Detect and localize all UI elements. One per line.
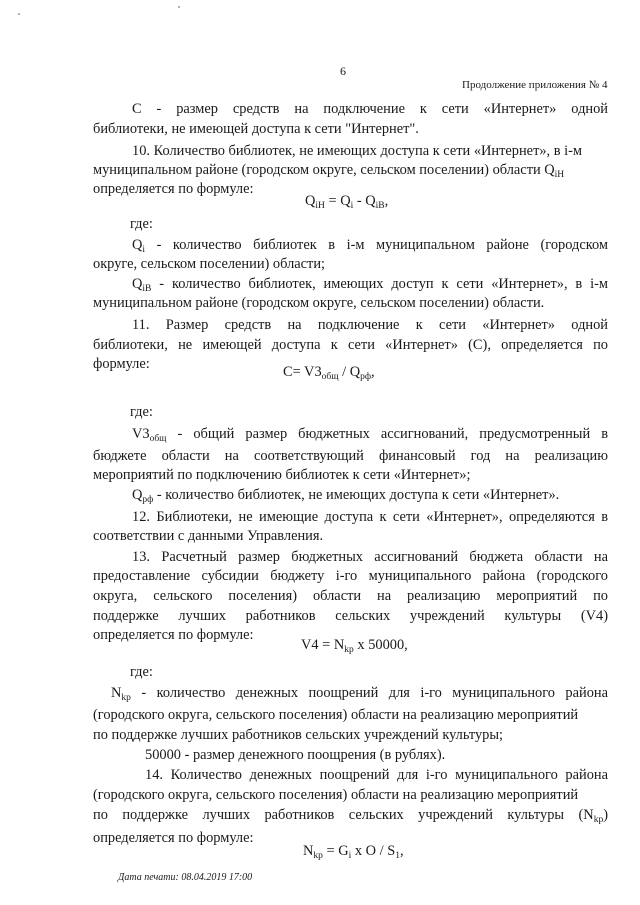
paragraph-line: $N_{kp}$ - количество денежных поощрений для i-го муниципального района bbox=[111, 685, 608, 703]
page-number: 6 bbox=[340, 64, 346, 78]
paragraph-line: где: bbox=[130, 216, 153, 232]
paragraph-line: где: bbox=[130, 404, 153, 420]
paragraph-line: $Q_i$ - количество библиотек в i-м муниципальном районе (городском bbox=[132, 237, 608, 255]
paragraph-line: мероприятий по подключению библиотек к сети «Интернет»; bbox=[93, 467, 471, 483]
paragraph-line: 12. Библиотеки, не имеющие доступа к сети «Интернет», определяются в bbox=[132, 509, 608, 525]
formula-c: $C= V3_{общ} / Q_{рф}$, bbox=[283, 364, 375, 382]
paragraph-line: $Q_{iB}$ - количество библиотек, имеющих доступ к сети «Интернет», в i-м bbox=[132, 276, 608, 294]
paragraph-line: формуле: bbox=[93, 356, 150, 372]
paragraph-line: 13. Расчетный размер бюджетных ассигнований бюджета области на bbox=[132, 549, 608, 565]
paragraph-line: где: bbox=[130, 664, 153, 680]
paragraph-line: библиотеки, не имеющей доступа к сети «Интернет» (C), определяется по bbox=[93, 337, 608, 353]
paragraph-line: по поддержке лучших работников сельских учреждений культуры $(N_{kp})$ bbox=[93, 807, 608, 825]
paragraph-line: по поддержке лучших работников сельских учреждений культуры; bbox=[93, 727, 504, 743]
paragraph-line: поддержке лучших работников сельских учреждений культуры (V4) bbox=[93, 608, 608, 624]
paragraph-line: определяется по формуле: bbox=[93, 181, 254, 197]
appendix-caption: Продолжение приложения № 4 bbox=[462, 79, 608, 91]
paragraph-line: бюджете области на соответствующий финансовый год на реализацию bbox=[93, 448, 608, 464]
paragraph-line: 50000 - размер денежного поощрения (в рублях). bbox=[145, 747, 446, 763]
print-date-footer: Дата печати: 08.04.2019 17:00 bbox=[118, 872, 253, 883]
formula-nkp: $N_{kp} = G_i$ x O / $S_1$, bbox=[303, 843, 404, 861]
paragraph-line: 14. Количество денежных поощрений для i-го муниципального района bbox=[145, 767, 608, 783]
paragraph-line: муниципальном районе (городском округе, сельском поселении) области. bbox=[93, 295, 545, 311]
formula-v4: $V4 = N_{kp}$ x 50000, bbox=[301, 637, 408, 655]
paragraph-line: 11. Размер средств на подключение к сети «Интернет» одной bbox=[132, 317, 608, 333]
scan-speck bbox=[178, 6, 180, 8]
paragraph-line: библиотеки, не имеющей доступа к сети "Интернет". bbox=[93, 121, 419, 137]
paragraph-line: $V3_{общ}$ - общий размер бюджетных ассигнований, предусмотренный в bbox=[132, 426, 608, 444]
paragraph-line: предоставление субсидии бюджету i-го муниципального района (городского bbox=[93, 568, 608, 584]
paragraph-line: $Q_{рф}$ - количество библиотек, не имеющих доступа к сети «Интернет». bbox=[132, 487, 560, 505]
paragraph-line: определяется по формуле: bbox=[93, 627, 254, 643]
paragraph-line: округе, сельском поселении) области; bbox=[93, 256, 326, 272]
paragraph-line: округа, сельского поселения) области на реализацию мероприятий по bbox=[93, 588, 608, 604]
paragraph-line: муниципальном районе (городском округе, сельском поселении) области $Q_{iH}$ bbox=[93, 162, 565, 180]
scan-speck bbox=[18, 13, 20, 15]
paragraph-line: (городского округа, сельского поселения) области на реализацию мероприятий bbox=[93, 707, 579, 723]
paragraph-line: C - размер средств на подключение к сети «Интернет» одной bbox=[132, 101, 608, 117]
paragraph-line: (городского округа, сельского поселения) области на реализацию мероприятий bbox=[93, 787, 579, 803]
paragraph-line: определяется по формуле: bbox=[93, 830, 254, 846]
paragraph-line: 10. Количество библиотек, не имеющих доступа к сети «Интернет», в i-м bbox=[132, 143, 583, 159]
paragraph-line: соответствии с данными Управления. bbox=[93, 528, 324, 544]
formula-qih: $Q_{iH} = Q_i - Q_{iB}$, bbox=[305, 193, 389, 211]
